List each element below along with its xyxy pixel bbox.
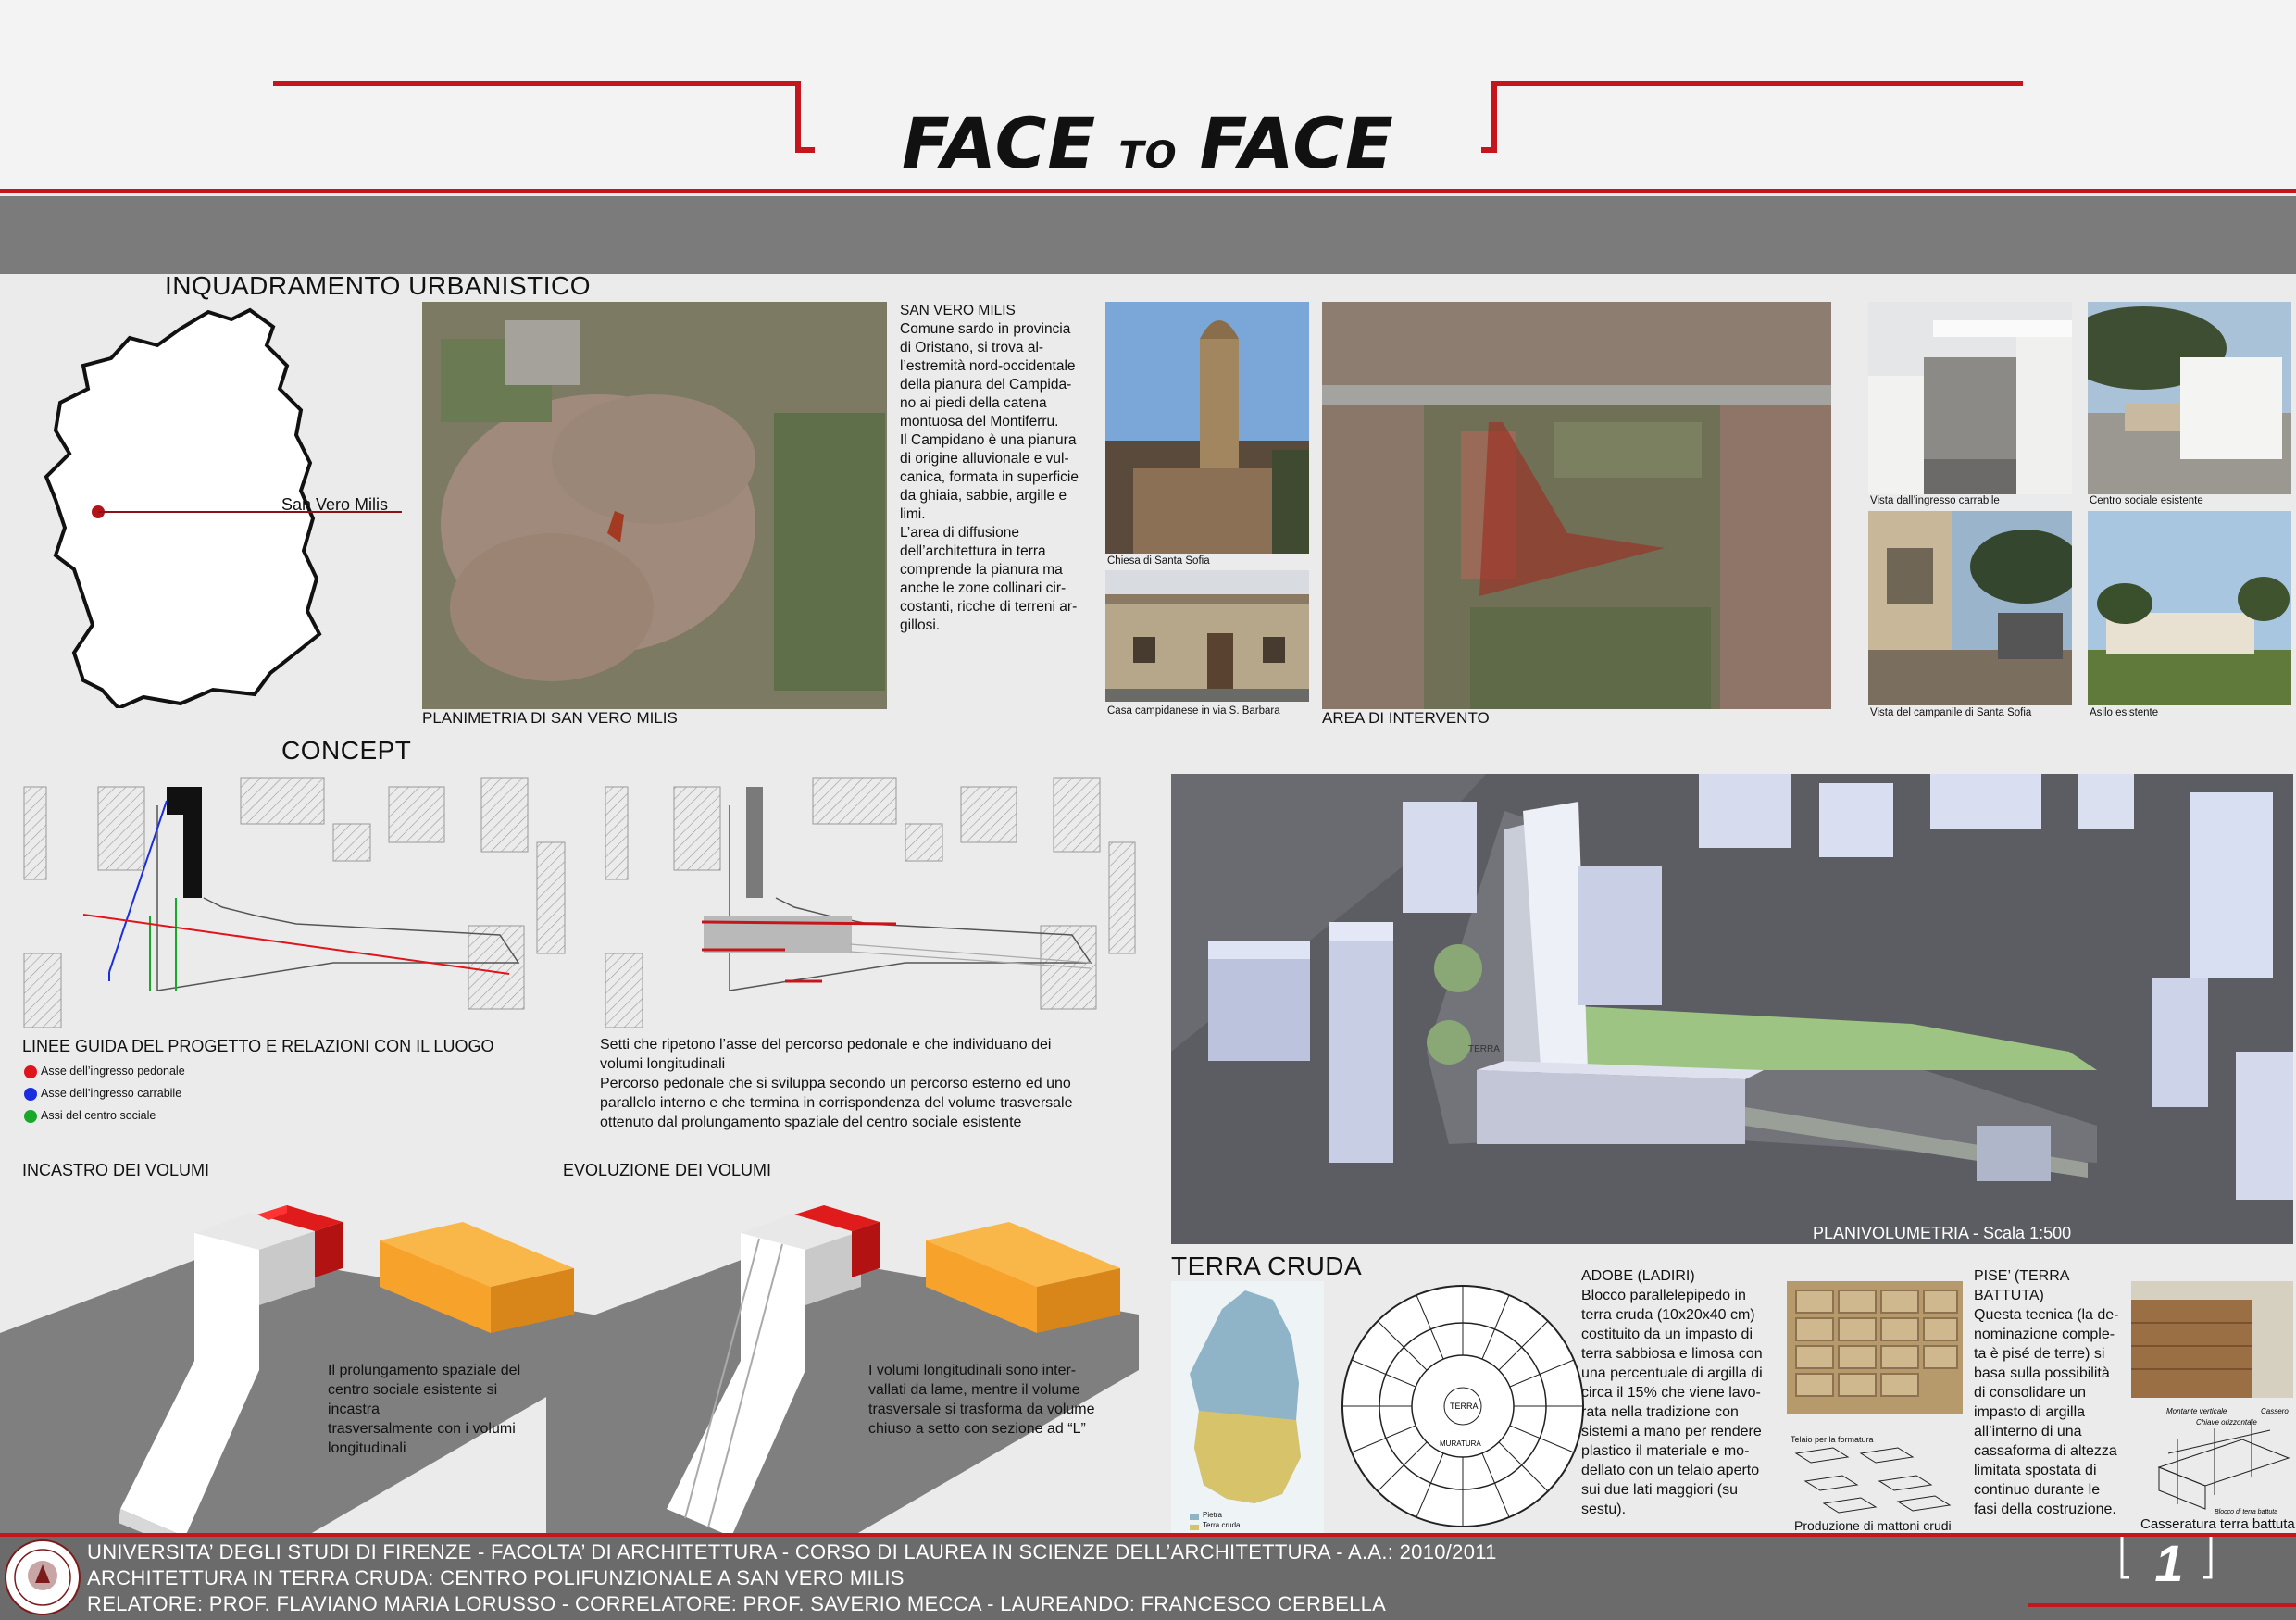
map-label: San Vero Milis xyxy=(281,495,389,514)
produzione-caption: Produzione di mattoni crudi xyxy=(1794,1518,1952,1533)
evoluzione-title: EVOLUZIONE DEI VOLUMI xyxy=(563,1161,772,1179)
footer-line-3: RELATORE: PROF. FLAVIANO MARIA LORUSSO - CORRELATORE: PROF. SAVERIO MECCA - LAUREANDO: FRANCESCO CERBELLA xyxy=(87,1592,1387,1615)
adobe-bricks-photo xyxy=(1787,1281,1963,1414)
setti-text: Setti che ripetono l’asse del percorso pedonale e che individuano dei volumi longitudinali Percorso pedonale che si sviluppa secondo un percorso esterno ed uno parallelo interno e che termina in corrispondenza del volume trasversale ottenuto dal prolungamento spaziale del centro sociale esistente xyxy=(600,1037,1073,1130)
concept-legend xyxy=(24,1060,185,1127)
telaio-label: Telaio per la formatura xyxy=(1791,1435,1874,1444)
page-title: FACE TO FACE xyxy=(902,102,1394,184)
house-photo xyxy=(1105,570,1309,702)
label-cassero: Cassero xyxy=(2261,1407,2289,1415)
legend-item-sociale: Assi del centro sociale xyxy=(24,1104,185,1127)
san-vero-title: SAN VERO MILIS xyxy=(900,303,1016,318)
blue-dot-icon xyxy=(24,1088,37,1101)
pise-formwork-drawing xyxy=(2131,1402,2293,1514)
incastro-text: Il prolungamento spaziale del centro sociale esistente si incastra trasversalmente con i volumi longitudinali xyxy=(328,1363,521,1456)
terra-wheel-diagram xyxy=(1338,1281,1588,1531)
university-seal-icon xyxy=(4,1539,81,1616)
san-vero-body: Comune sardo in provincia di Oristano, si trova al- l’estremità nord-occidentale della pianura del Campida- no ai piedi della catena montuosa del Montiferru. Il Campidano è una pianura di origine alluvionale e vul- canica, formata in superficie da ghiaia, sabbie, argille e limi. L’area di diffusione dell’architettura in terra comprende la pianura ma anche le zone collinari cir- costanti, ricche di terreni ar- gillosi. xyxy=(900,321,1079,633)
label-blocco: Blocco di terra battuta xyxy=(2215,1509,2278,1514)
asilo-caption: Asilo esistente xyxy=(2090,707,2159,718)
church-caption: Chiesa di Santa Sofia xyxy=(1107,555,1210,567)
campanile-caption: Vista del campanile di Santa Sofia xyxy=(1870,707,2032,718)
terra-heading: TERRA CRUDA xyxy=(1171,1252,1363,1280)
adobe-text: ADOBE (LADIRI) Blocco parallelepipedo in terra cruda (10x20x40 cm) costituito da un impasto di terra sabbiosa e limosa con una percentuale di argilla di circa il 15% che viene lavo- rata nella tradizione con sistemi a mano per rendere plastico il materiale e mo- dellato con un telaio aperto sui due lati maggiori (su sestu). xyxy=(1581,1266,1776,1519)
concept-diagram-1 xyxy=(19,768,569,1032)
evoluzione-text: I volumi longitudinali sono inter- vallati da lame, mentre il volume trasversale si trasforma da volume chiuso a setto con sezione ad “L” xyxy=(868,1363,1095,1437)
header-band xyxy=(0,196,2296,274)
aerial-photo xyxy=(422,302,887,709)
san-vero-text xyxy=(900,302,1104,635)
pise-text: PISE’ (TERRA BATTUTA) Questa tecnica (la de- nominazione comple- ta è pisé de terre) si basa sulla possibilità di consolidare un impasto di argilla all’interno di una cassaforma di altezza limitata spostata di continuo durante le fasi della costruzione. xyxy=(1974,1266,2131,1519)
label-montante: Montante verticale xyxy=(2166,1407,2227,1415)
terra-marker-label: TERRA xyxy=(1468,1044,1500,1054)
pise-wall-photo xyxy=(2131,1281,2293,1398)
entrance-photo xyxy=(1868,302,2072,494)
church-photo xyxy=(1105,302,1309,554)
page-number: 1 xyxy=(2154,1534,2184,1592)
intervention-caption: AREA DI INTERVENTO xyxy=(1322,709,1490,727)
concept-diagram-2 xyxy=(600,768,1137,1032)
planivolumetria-render xyxy=(1171,774,2293,1244)
incastro-title: INCASTRO DEI VOLUMI xyxy=(22,1161,210,1179)
label-chiave: Chiave orizzontale xyxy=(2196,1418,2257,1427)
wheel-label-muratura: MURATURA xyxy=(1440,1439,1481,1448)
sardinia-soil-map xyxy=(1171,1281,1324,1537)
guide-title: LINEE GUIDA DEL PROGETTO E RELAZIONI CON IL LUOGO xyxy=(22,1037,494,1055)
campanile-photo xyxy=(1868,511,2072,705)
social-center-caption: Centro sociale esistente xyxy=(2090,495,2203,506)
footer-line-1: UNIVERSITA’ DEGLI STUDI DI FIRENZE - FACOLTA’ DI ARCHITETTURA - CORSO DI LAUREA IN SCIENZE DELL’ARCHITETTURA - A.A.: 2010/2011 xyxy=(87,1540,1497,1564)
planivolumetria-caption: PLANIVOLUMETRIA - Scala 1:500 xyxy=(1813,1224,2072,1242)
wheel-label-terra: TERRA xyxy=(1450,1402,1479,1411)
entrance-caption: Vista dall’ingresso carrabile xyxy=(1870,495,2000,506)
concept-heading: CONCEPT xyxy=(281,736,412,765)
green-dot-icon xyxy=(24,1110,37,1123)
pise-title: PISE’ (TERRA BATTUTA) xyxy=(1974,1268,2069,1303)
legend-item-carrabile: Asse dell’ingresso carrabile xyxy=(24,1082,185,1104)
telaio-drawings xyxy=(1787,1444,1963,1514)
social-center-photo xyxy=(2088,302,2291,494)
legend-pietra: Pietra xyxy=(1203,1511,1222,1519)
casseratura-caption: Casseratura terra battuta xyxy=(2140,1516,2295,1532)
adobe-title: ADOBE (LADIRI) xyxy=(1581,1268,1695,1284)
legend-item-pedonale: Asse dell’ingresso pedonale xyxy=(24,1060,185,1082)
intervention-aerial xyxy=(1322,302,1831,709)
legend-terra-cruda: Terra cruda xyxy=(1203,1521,1241,1529)
asilo-photo xyxy=(2088,511,2291,705)
red-dot-icon xyxy=(24,1065,37,1078)
aerial-caption: PLANIMETRIA DI SAN VERO MILIS xyxy=(422,709,678,727)
footer-line-2: ARCHITETTURA IN TERRA CRUDA: CENTRO POLIFUNZIONALE A SAN VERO MILIS xyxy=(87,1566,905,1589)
house-caption: Casa campidanese in via S. Barbara xyxy=(1107,705,1280,717)
urban-heading: INQUADRAMENTO URBANISTICO xyxy=(165,271,592,300)
